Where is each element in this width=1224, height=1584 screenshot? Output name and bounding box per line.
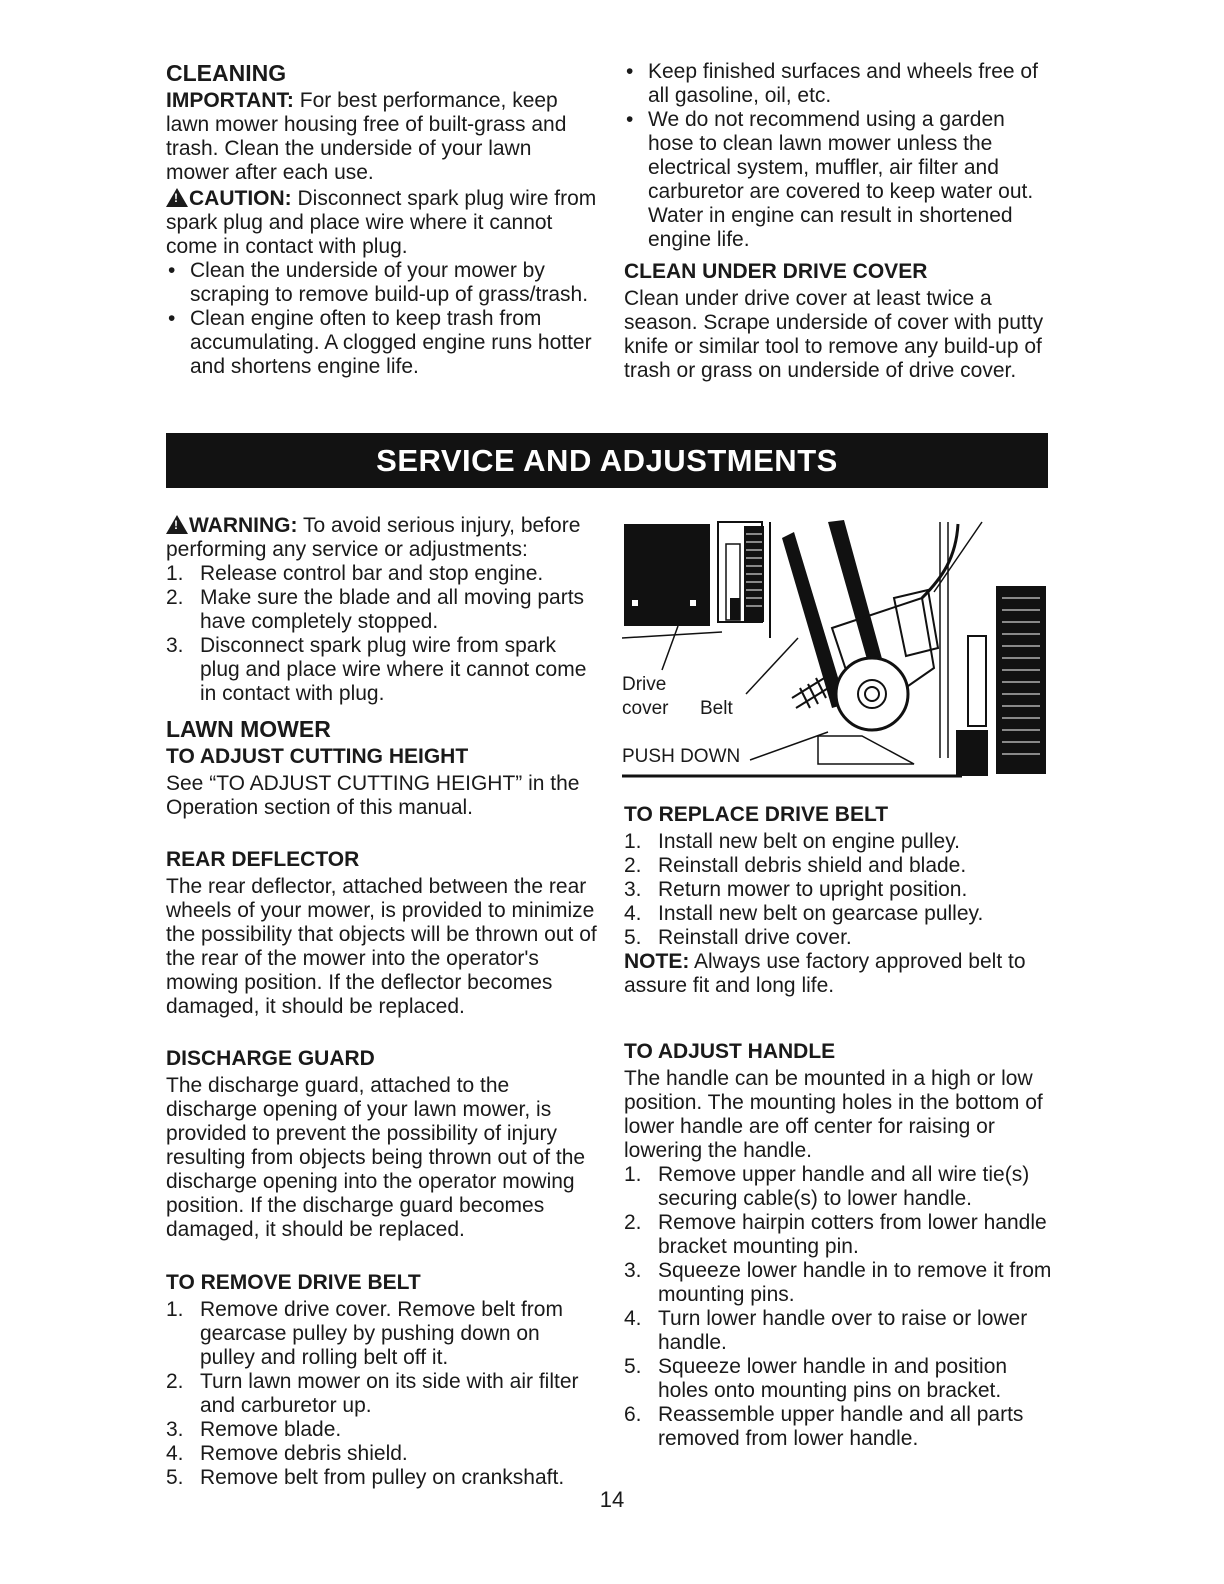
replace-belt-heading: TO REPLACE DRIVE BELT [624, 803, 889, 826]
important-paragraph [166, 89, 598, 185]
figure-label-push-down: PUSH DOWN [622, 746, 741, 767]
list-item: 4. Turn lower handle over to raise or lower handle. [624, 1307, 1028, 1354]
list-item: 5. Squeeze lower handle in and position holes onto mounting pins on bracket. [624, 1355, 1008, 1402]
cleaning-right-section [624, 60, 1048, 383]
adjust-handle-heading: TO ADJUST HANDLE [624, 1040, 836, 1063]
cutting-height-heading: TO ADJUST CUTTING HEIGHT [166, 745, 469, 768]
replace-belt-steps [624, 830, 1048, 950]
caution-label: CAUTION: [189, 187, 292, 210]
figure-label-cover: cover [622, 698, 669, 719]
list-item: 2. Make sure the blade and all moving parts have completely stopped. [166, 586, 585, 633]
page-number: 14 [599, 1487, 625, 1512]
list-item: 2. Turn lawn mower on its side with air filter and carburetor up. [166, 1370, 579, 1417]
list-item: 4. Remove debris shield. [166, 1442, 408, 1465]
list-item: 3. Remove blade. [166, 1418, 342, 1441]
note-text: Always use factory approved belt to assure fit and long life. [624, 950, 1026, 997]
list-item: 2. Remove hairpin cotters from lower handle bracket mounting pin. [624, 1211, 1047, 1258]
remove-belt-heading: TO REMOVE DRIVE BELT [166, 1271, 421, 1294]
replace-belt-section [624, 803, 1048, 998]
warning-triangle-icon [166, 515, 188, 534]
adjust-handle-steps [624, 1163, 1052, 1451]
list-item: 3. Disconnect spark plug wire from spark plug and place wire where it cannot come in contact with plug. [166, 634, 587, 705]
list-item: 1. Install new belt on engine pulley. [624, 830, 960, 853]
caution-paragraph [166, 187, 598, 259]
list-item: 1. Remove upper handle and all wire tie(s) securing cable(s) to lower handle. [624, 1163, 1030, 1210]
rear-deflector-text: The rear deflector, attached between the rear wheels of your mower, is provided to minimize the possibility that objects will be thrown out of the rear of the mower into the operator's mowing position. If the deflector becomes damaged, it should be replaced. [166, 875, 597, 1018]
important-label: IMPORTANT: [166, 89, 294, 112]
drive-cover-shape [624, 524, 710, 626]
important-text: For best performance, keep lawn mower housing free of built-grass and trash. Clean the underside of your lawn mower after each use. [166, 89, 567, 184]
service-left-section [166, 514, 598, 820]
note-paragraph [624, 950, 1048, 998]
rear-deflector-heading: REAR DEFLECTOR [166, 848, 360, 871]
list-item: 5. Reinstall drive cover. [624, 926, 852, 949]
figure-label-belt: Belt [700, 698, 733, 719]
cutting-height-text: See “TO ADJUST CUTTING HEIGHT” in the Operation section of this manual. [166, 772, 580, 819]
warning-paragraph [166, 514, 598, 562]
list-item: 3. Return mower to upright position. [624, 878, 968, 901]
lawn-mower-heading: LAWN MOWER [166, 716, 331, 742]
drive-cover-text: Clean under drive cover at least twice a season. Scrape underside of cover with putty knife or similar tool to remove any build-up of trash or grass on underside of drive cover. [624, 287, 1044, 382]
list-item: • We do not recommend using a garden hose to clean lawn mower unless the electrical system, muffler, air filter and carburetor are covered to keep water out. Water in engine can result in shortened engine life. [624, 108, 1048, 252]
cleaning-right-bullets [624, 60, 1048, 252]
list-item: • Keep finished surfaces and wheels free of all gasoline, oil, etc. [624, 60, 1048, 108]
list-item: 6. Reassemble upper handle and all parts removed from lower handle. [624, 1403, 1024, 1450]
list-item: 5. Remove belt from pulley on crankshaft. [166, 1466, 565, 1489]
drive-belt-diagram [622, 518, 1048, 780]
discharge-guard-text: The discharge guard, attached to the discharge opening of your lawn mower, is provided to prevent the possibility of injury resulting from objects being thrown out of the discharge opening into the operator mowing position. If the discharge guard becomes damaged, it should be replaced. [166, 1074, 586, 1241]
note-label: NOTE: [624, 950, 690, 973]
cleaning-bullets [166, 259, 598, 379]
adjust-handle-section [624, 1040, 1052, 1451]
list-item: 4. Install new belt on gearcase pulley. [624, 902, 984, 925]
warning-steps [166, 562, 598, 706]
list-item: • Clean the underside of your mower by scraping to remove build-up of grass/trash. [166, 259, 598, 307]
discharge-guard-heading: DISCHARGE GUARD [166, 1047, 375, 1070]
list-item: 2. Reinstall debris shield and blade. [624, 854, 967, 877]
adjust-handle-intro: The handle can be mounted in a high or low position. The mounting holes in the bottom of lower handle are off center for raising or lowering the handle. [624, 1067, 1043, 1162]
warning-text: To avoid serious injury, before performing any service or adjustments: [166, 514, 581, 561]
drive-belt-illustration [622, 518, 1048, 780]
belt-strand-left [782, 532, 846, 708]
caution-triangle-icon [166, 188, 188, 207]
belt-strand-right [828, 520, 884, 670]
list-item: • Clean engine often to keep trash from accumulating. A clogged engine runs hotter and shortens engine life. [166, 307, 598, 379]
warning-label: WARNING: [189, 514, 298, 537]
remove-belt-section [166, 1271, 598, 1490]
figure-label-drive: Drive [622, 674, 667, 695]
section-banner: SERVICE AND ADJUSTMENTS [166, 433, 1048, 488]
gearcase-pulley [836, 658, 908, 730]
remove-belt-steps [166, 1298, 598, 1490]
caution-text: Disconnect spark plug wire from spark plug and place wire where it cannot come in contact with plug. [166, 187, 597, 258]
list-item: 3. Squeeze lower handle in to remove it from mounting pins. [624, 1259, 1052, 1306]
cleaning-section [166, 60, 598, 379]
discharge-guard-section [166, 1047, 598, 1242]
list-item: 1. Remove drive cover. Remove belt from gearcase pulley by pushing down on pulley and rolling belt off it. [166, 1298, 563, 1369]
rear-deflector-section [166, 848, 598, 1019]
list-item: 1. Release control bar and stop engine. [166, 562, 544, 585]
wheel-shape [996, 586, 1046, 774]
drive-cover-heading: CLEAN UNDER DRIVE COVER [624, 260, 928, 283]
cleaning-heading: CLEANING [166, 60, 287, 86]
